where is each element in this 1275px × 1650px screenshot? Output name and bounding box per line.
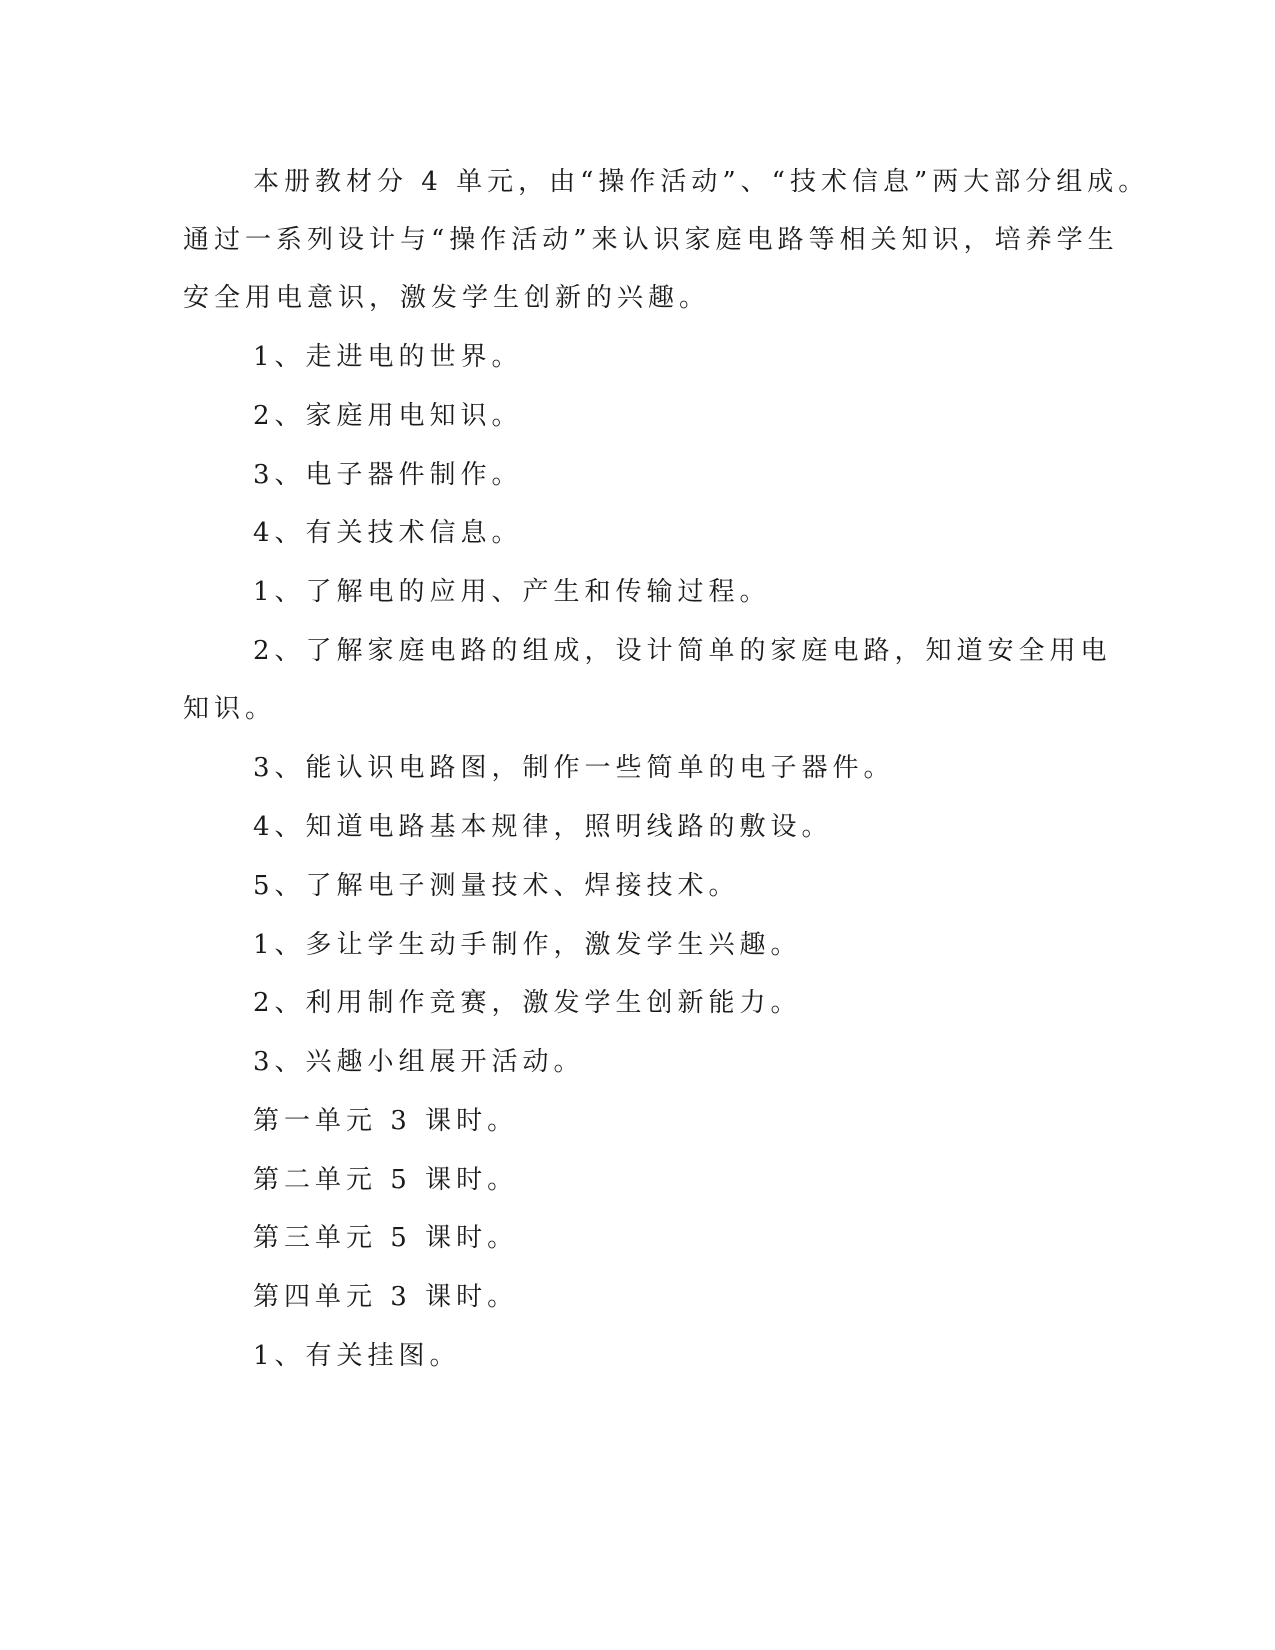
schedule-item-1: 第一单元 3 课时。 [253,1106,519,1136]
unit-item-3: 3、电子器件制作。 [253,460,523,490]
unit-item-4: 4、有关技术信息。 [253,518,523,548]
goal-item-3: 3、能认识电路图，制作一些简单的电子器件。 [253,753,895,783]
material-item-1: 1、有关挂图。 [253,1341,461,1371]
schedule-item-3: 第三单元 5 课时。 [253,1223,519,1253]
measure-item-2: 2、利用制作竞赛，激发学生创新能力。 [253,988,802,1018]
intro-line-3: 安全用电意识，激发学生创新的兴趣。 [183,283,711,313]
goal-item-2-line-1: 2、了解家庭电路的组成，设计简单的家庭电路，知道安全用电 [253,636,1112,666]
measure-item-3: 3、兴趣小组展开活动。 [253,1047,585,1077]
schedule-item-2: 第二单元 5 课时。 [253,1165,519,1195]
goal-item-2-line-2: 知识。 [183,694,277,724]
unit-item-2: 2、家庭用电知识。 [253,401,523,431]
measure-item-1: 1、多让学生动手制作，激发学生兴趣。 [253,930,802,960]
intro-line-1: 本册教材分 4 单元，由“操作活动”、“技术信息”两大部分组成。 [253,167,1150,197]
unit-item-1: 1、走进电的世界。 [253,342,523,372]
goal-item-1: 1、了解电的应用、产生和传输过程。 [253,577,771,607]
goal-item-4: 4、知道电路基本规律，照明线路的敷设。 [253,812,833,842]
goal-item-5: 5、了解电子测量技术、焊接技术。 [253,871,740,901]
intro-line-2: 通过一系列设计与“操作活动”来认识家庭电路等相关知识，培养学生 [183,225,1119,255]
schedule-item-4: 第四单元 3 课时。 [253,1282,519,1312]
